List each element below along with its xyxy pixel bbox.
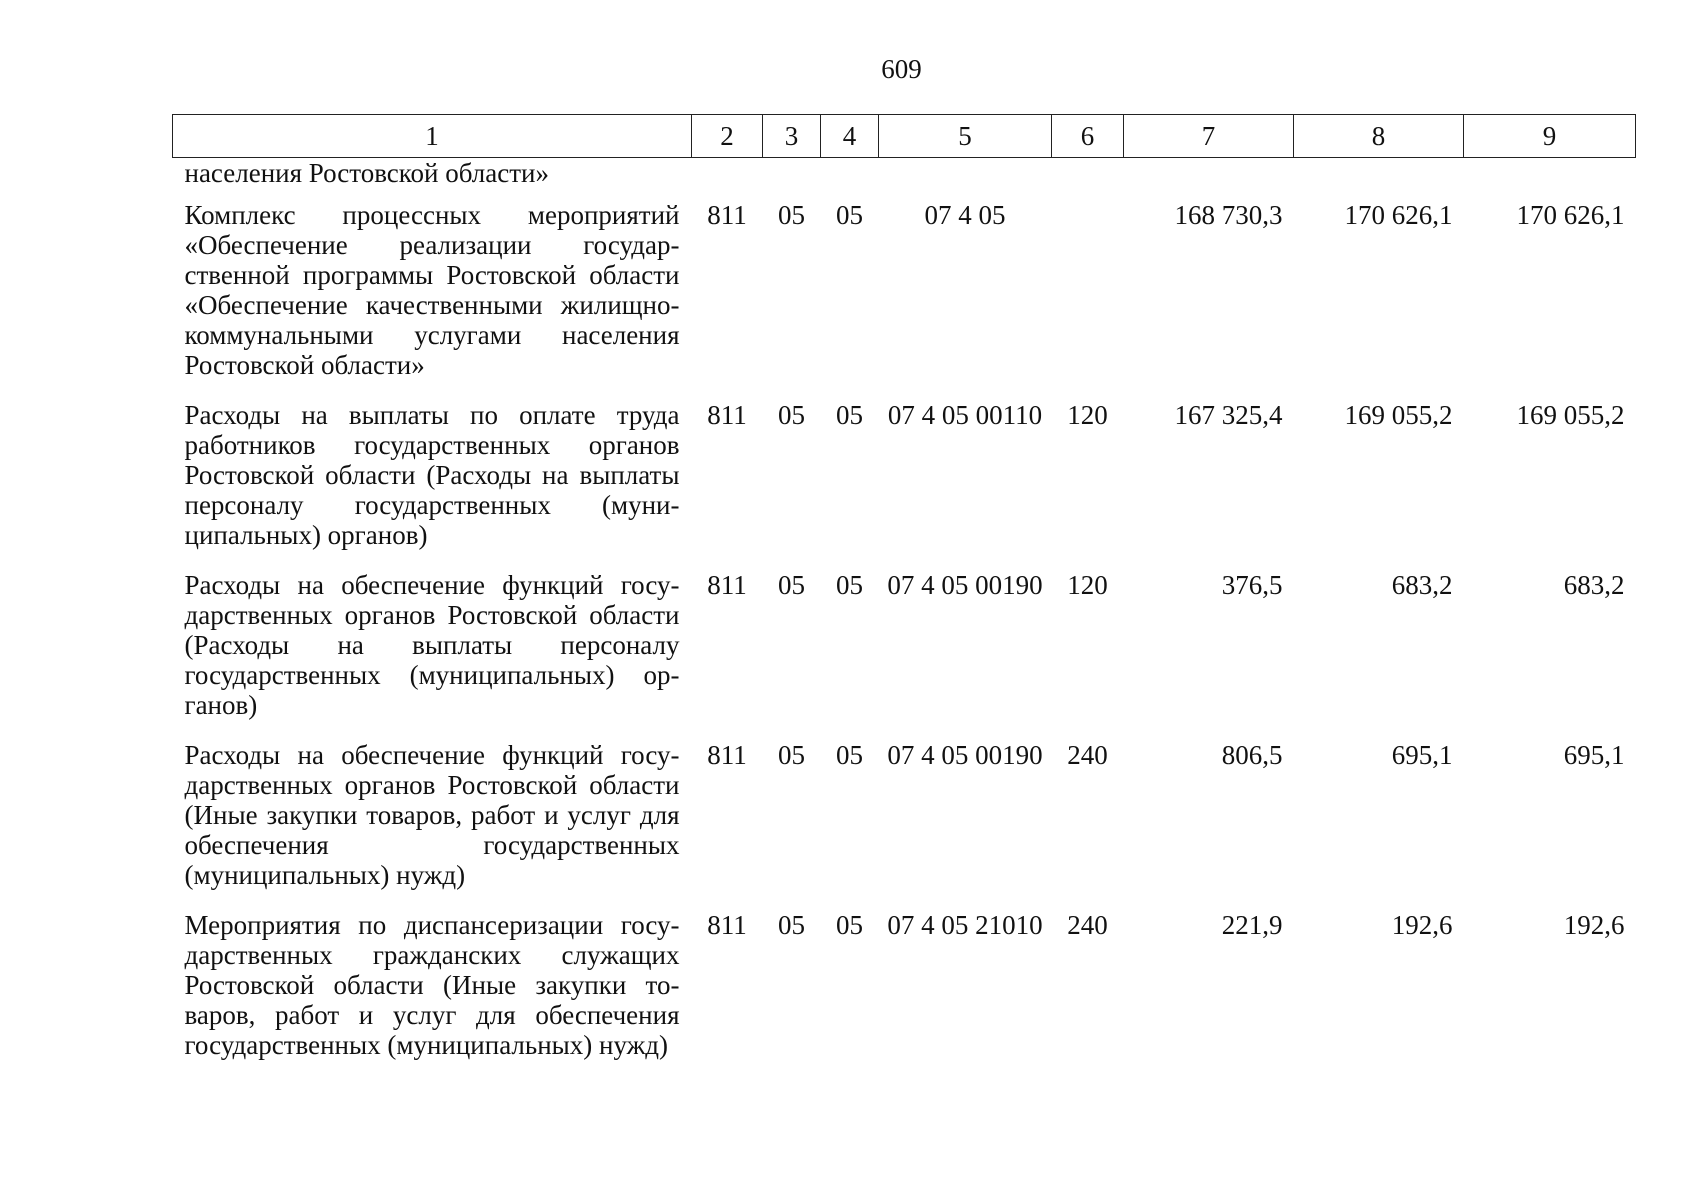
cell-code: 811 (707, 400, 747, 430)
row-description: Расходы на обеспечение функций государственных органов Ростовской области (Расходы на выплаты персоналу государственных (муниципальных) органов) (184, 570, 680, 720)
cell-subsection: 05 (836, 200, 863, 230)
row-description: Расходы на обеспечение функций государственных органов Ростовской области (Иные закупки товаров, работ и услуг для обеспечения государственных (муниципальных) нужд) (184, 740, 680, 890)
cell-code: 811 (707, 910, 747, 940)
cell-subsection: 05 (836, 910, 863, 940)
header-cell: 1 (173, 115, 692, 158)
page-number: 609 (881, 54, 922, 84)
table-row (173, 188, 1636, 388)
cell-amount-7: 221,9 (1221, 910, 1283, 940)
cell-type: 120 (1067, 400, 1108, 430)
cell-target: 07 4 05 (924, 200, 1006, 230)
cell-type (1052, 188, 1124, 388)
row-description: Мероприятия по диспансеризации государственных гражданских служащих Ростовской области (Иные закупки товаров, работ и услуг для обеспечения государственных (муниципальных) нужд) (184, 910, 680, 1060)
cell-section: 05 (778, 400, 805, 430)
continuation-row (173, 158, 1636, 189)
cell-subsection: 05 (836, 740, 863, 770)
cell-amount-7: 376,5 (1221, 570, 1283, 600)
cell-subsection: 05 (836, 570, 863, 600)
cell-subsection: 05 (836, 400, 863, 430)
header-cell: 9 (1464, 115, 1636, 158)
cell-section: 05 (778, 570, 805, 600)
header-cell: 3 (763, 115, 821, 158)
cell-section: 05 (778, 910, 805, 940)
header-cell: 6 (1052, 115, 1124, 158)
header-row (173, 115, 1636, 158)
continuation-text: населения Ростовской области» (184, 158, 549, 188)
cell-code: 811 (707, 200, 747, 230)
cell-amount-8: 192,6 (1391, 910, 1453, 940)
cell-amount-9: 695,1 (1563, 740, 1625, 770)
cell-type: 240 (1067, 740, 1108, 770)
cell-amount-7: 806,5 (1221, 740, 1283, 770)
cell-amount-9: 170 626,1 (1516, 200, 1625, 230)
cell-type: 240 (1067, 910, 1108, 940)
cell-code: 811 (707, 570, 747, 600)
header-cell: 7 (1124, 115, 1294, 158)
table-row (173, 898, 1636, 1068)
row-description: Расходы на выплаты по оплате труда работников государственных органов Ростовской области (Расходы на выплаты персоналу государственных (муниципальных) органов) (184, 400, 680, 550)
cell-amount-9: 192,6 (1563, 910, 1625, 940)
header-cell: 2 (692, 115, 763, 158)
cell-amount-8: 695,1 (1391, 740, 1453, 770)
cell-amount-8: 170 626,1 (1344, 200, 1453, 230)
header-cell: 8 (1294, 115, 1464, 158)
table-row (173, 728, 1636, 898)
header-cell: 4 (821, 115, 879, 158)
budget-table (172, 114, 1636, 1068)
cell-amount-8: 683,2 (1391, 570, 1453, 600)
cell-code: 811 (707, 740, 747, 770)
cell-section: 05 (778, 740, 805, 770)
table-row (173, 558, 1636, 728)
cell-amount-9: 683,2 (1563, 570, 1625, 600)
cell-target: 07 4 05 21010 (887, 910, 1043, 940)
row-description: Комплекс процессных мероприятий «Обеспечение реализации государственной программы Ростовской области «Обеспечение качественными жилищно-коммунальными услугами населения Ростовской области» (184, 200, 680, 380)
cell-type: 120 (1067, 570, 1108, 600)
cell-target: 07 4 05 00190 (887, 570, 1043, 600)
cell-amount-9: 169 055,2 (1516, 400, 1625, 430)
cell-amount-7: 168 730,3 (1174, 200, 1283, 230)
cell-target: 07 4 05 00190 (887, 740, 1043, 770)
table-row (173, 388, 1636, 558)
cell-amount-8: 169 055,2 (1344, 400, 1453, 430)
header-cell: 5 (879, 115, 1052, 158)
cell-target: 07 4 05 00110 (887, 400, 1043, 430)
cell-amount-7: 167 325,4 (1174, 400, 1283, 430)
cell-section: 05 (778, 200, 805, 230)
